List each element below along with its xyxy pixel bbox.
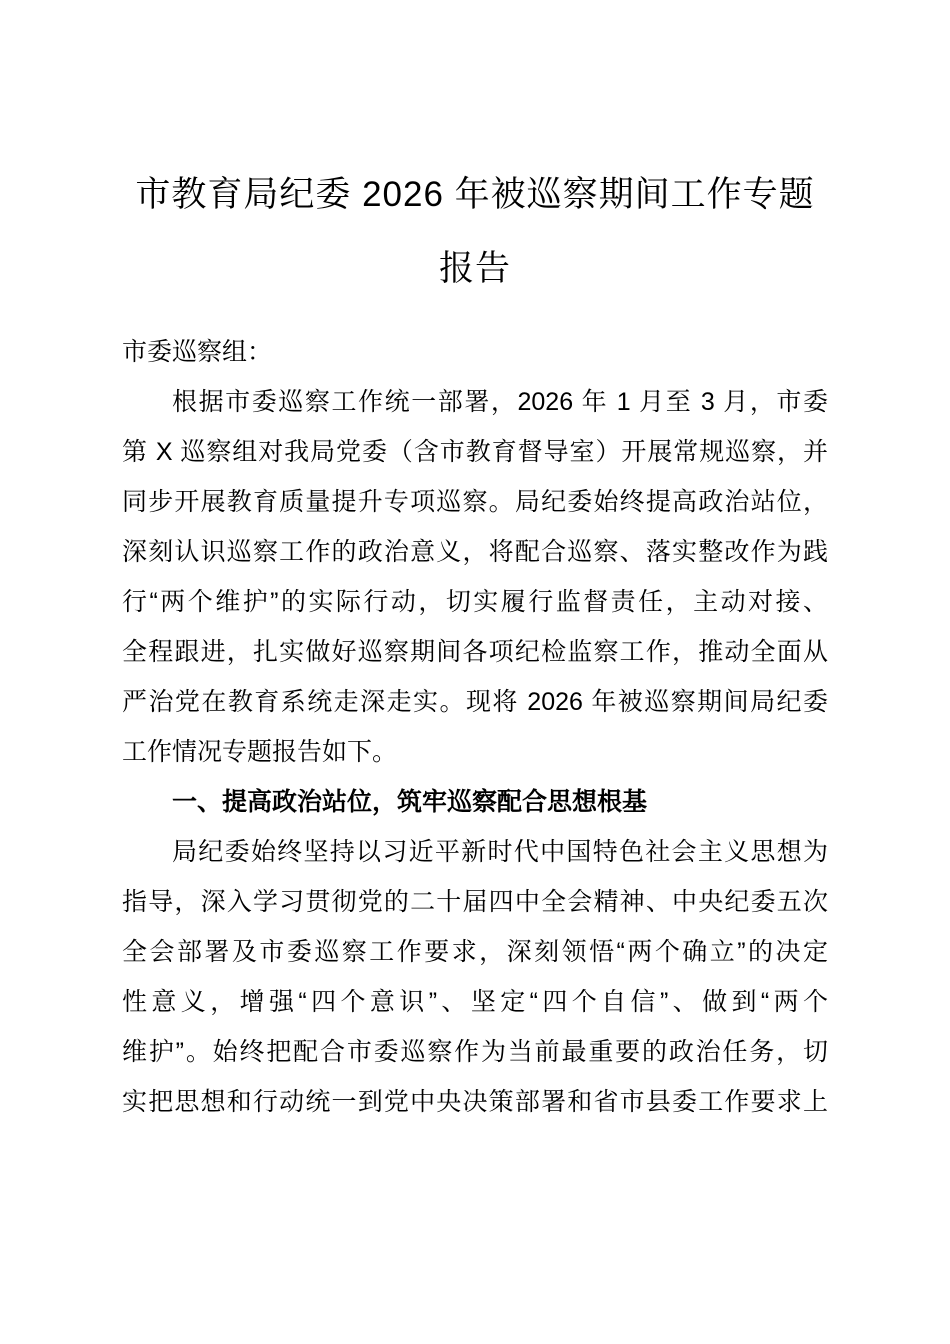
document-body — [122, 327, 828, 1127]
section-heading: 一、提高政治站位，筑牢巡察配合思想根基 — [172, 788, 648, 816]
text-line: 严治党在教育系统走深走实。现将 2026 年被巡察期间局纪委 — [122, 688, 828, 716]
title-line-1: 市教育局纪委 2026 年被巡察期间工作专题 — [135, 175, 815, 214]
text-line: 深刻认识巡察工作的政治意义，将配合巡察、落实整改作为践 — [122, 538, 828, 566]
text-line: 性意义，增强“四个意识”、坚定“四个自信”、做到“两个 — [122, 988, 828, 1016]
text-line: 局纪委始终坚持以习近平新时代中国特色社会主义思想为 — [172, 838, 828, 866]
text-line: 同步开展教育质量提升专项巡察。局纪委始终提高政治站位， — [122, 488, 828, 516]
text-line: 维护”。始终把配合市委巡察作为当前最重要的政治任务，切 — [122, 1038, 828, 1066]
text-line: 工作情况专题报告如下。 — [122, 738, 398, 766]
document-content — [122, 0, 828, 1127]
text-line: 指导，深入学习贯彻党的二十届四中全会精神、中央纪委五次 — [122, 888, 828, 916]
text-line: 第 X 巡察组对我局党委（含市教育督导室）开展常规巡察，并 — [122, 438, 828, 466]
document-title — [122, 158, 828, 306]
text-line: 行“两个维护”的实际行动，切实履行监督责任，主动对接、 — [122, 588, 828, 616]
title-line-2: 报告 — [438, 249, 511, 288]
text-line: 全会部署及市委巡察工作要求，深刻领悟“两个确立”的决定 — [122, 938, 828, 966]
text-line: 市委巡察组： — [122, 338, 273, 366]
text-line: 实把思想和行动统一到党中央决策部署和省市县委工作要求上 — [122, 1088, 828, 1116]
text-line: 根据市委巡察工作统一部署，2026 年 1 月至 3 月，市委 — [172, 388, 828, 416]
text-line: 全程跟进，扎实做好巡察期间各项纪检监察工作，推动全面从 — [122, 638, 828, 666]
